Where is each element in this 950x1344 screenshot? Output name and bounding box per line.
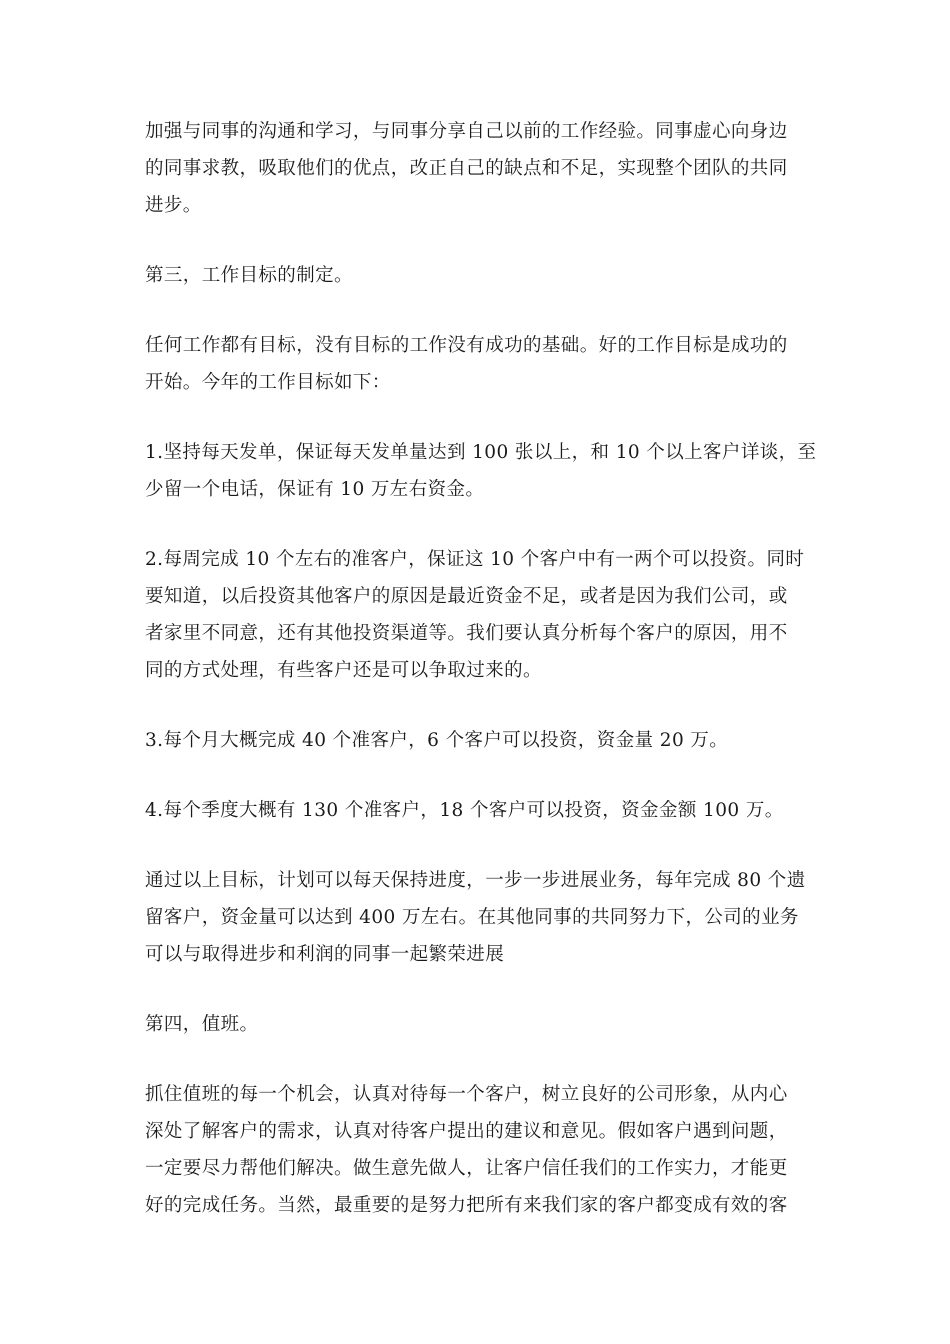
goal-item-1	[145, 434, 817, 508]
text-line: 任何工作都有目标，没有目标的工作没有成功的基础。好的工作目标是成功的	[145, 335, 788, 356]
paragraph-duty	[145, 1076, 810, 1224]
text-line: 第四，值班。	[145, 1014, 259, 1035]
goal-item-3	[145, 722, 810, 759]
text-line: 好的完成任务。当然，最重要的是努力把所有来我们家的客户都变成有效的客	[145, 1195, 788, 1216]
section-heading-duty	[145, 1006, 810, 1043]
paragraph-goals-summary	[145, 862, 810, 973]
goal-item-2	[145, 541, 810, 689]
text-line: 要知道，以后投资其他客户的原因是最近资金不足，或者是因为我们公司，或	[145, 586, 788, 607]
text-line: 进步。	[145, 195, 202, 216]
text-line: 4.每个季度大概有 130 个准客户，18 个客户可以投资，资金金额 100 万。	[145, 800, 784, 821]
text-line: 留客户，资金量可以达到 400 万左右。在其他同事的共同努力下，公司的业务	[145, 907, 799, 928]
text-line: 加强与同事的沟通和学习，与同事分享自己以前的工作经验。同事虚心向身边	[145, 121, 788, 142]
text-line: 3.每个月大概完成 40 个准客户，6 个客户可以投资，资金量 20 万。	[145, 730, 729, 751]
text-line: 1.坚持每天发单，保证每天发单量达到 100 张以上，和 10 个以上客户详谈，至	[145, 442, 817, 463]
paragraph-communication	[145, 113, 810, 224]
text-line: 同的方式处理，有些客户还是可以争取过来的。	[145, 660, 542, 681]
text-line: 少留一个电话，保证有 10 万左右资金。	[145, 479, 485, 500]
text-line: 开始。今年的工作目标如下：	[145, 372, 391, 393]
section-heading-goals	[145, 257, 810, 294]
text-line: 2.每周完成 10 个左右的准客户，保证这 10 个客户中有一两个可以投资。同时	[145, 549, 805, 570]
text-line: 可以与取得进步和利润的同事一起繁荣进展	[145, 944, 505, 965]
text-line: 通过以上目标，计划可以每天保持进度，一步一步进展业务，每年完成 80 个遗	[145, 870, 806, 891]
text-line: 一定要尽力帮他们解决。做生意先做人，让客户信任我们的工作实力，才能更	[145, 1158, 788, 1179]
paragraph-goals-intro	[145, 327, 810, 401]
goal-item-4	[145, 792, 810, 829]
text-line: 深处了解客户的需求，认真对待客户提出的建议和意见。假如客户遇到问题，	[145, 1121, 788, 1142]
text-line: 第三，工作目标的制定。	[145, 265, 353, 286]
document-body	[145, 113, 817, 1257]
text-line: 者家里不同意，还有其他投资渠道等。我们要认真分析每个客户的原因，用不	[145, 623, 788, 644]
text-line: 抓住值班的每一个机会，认真对待每一个客户，树立良好的公司形象，从内心	[145, 1084, 788, 1105]
text-line: 的同事求教，吸取他们的优点，改正自己的缺点和不足，实现整个团队的共同	[145, 158, 788, 179]
